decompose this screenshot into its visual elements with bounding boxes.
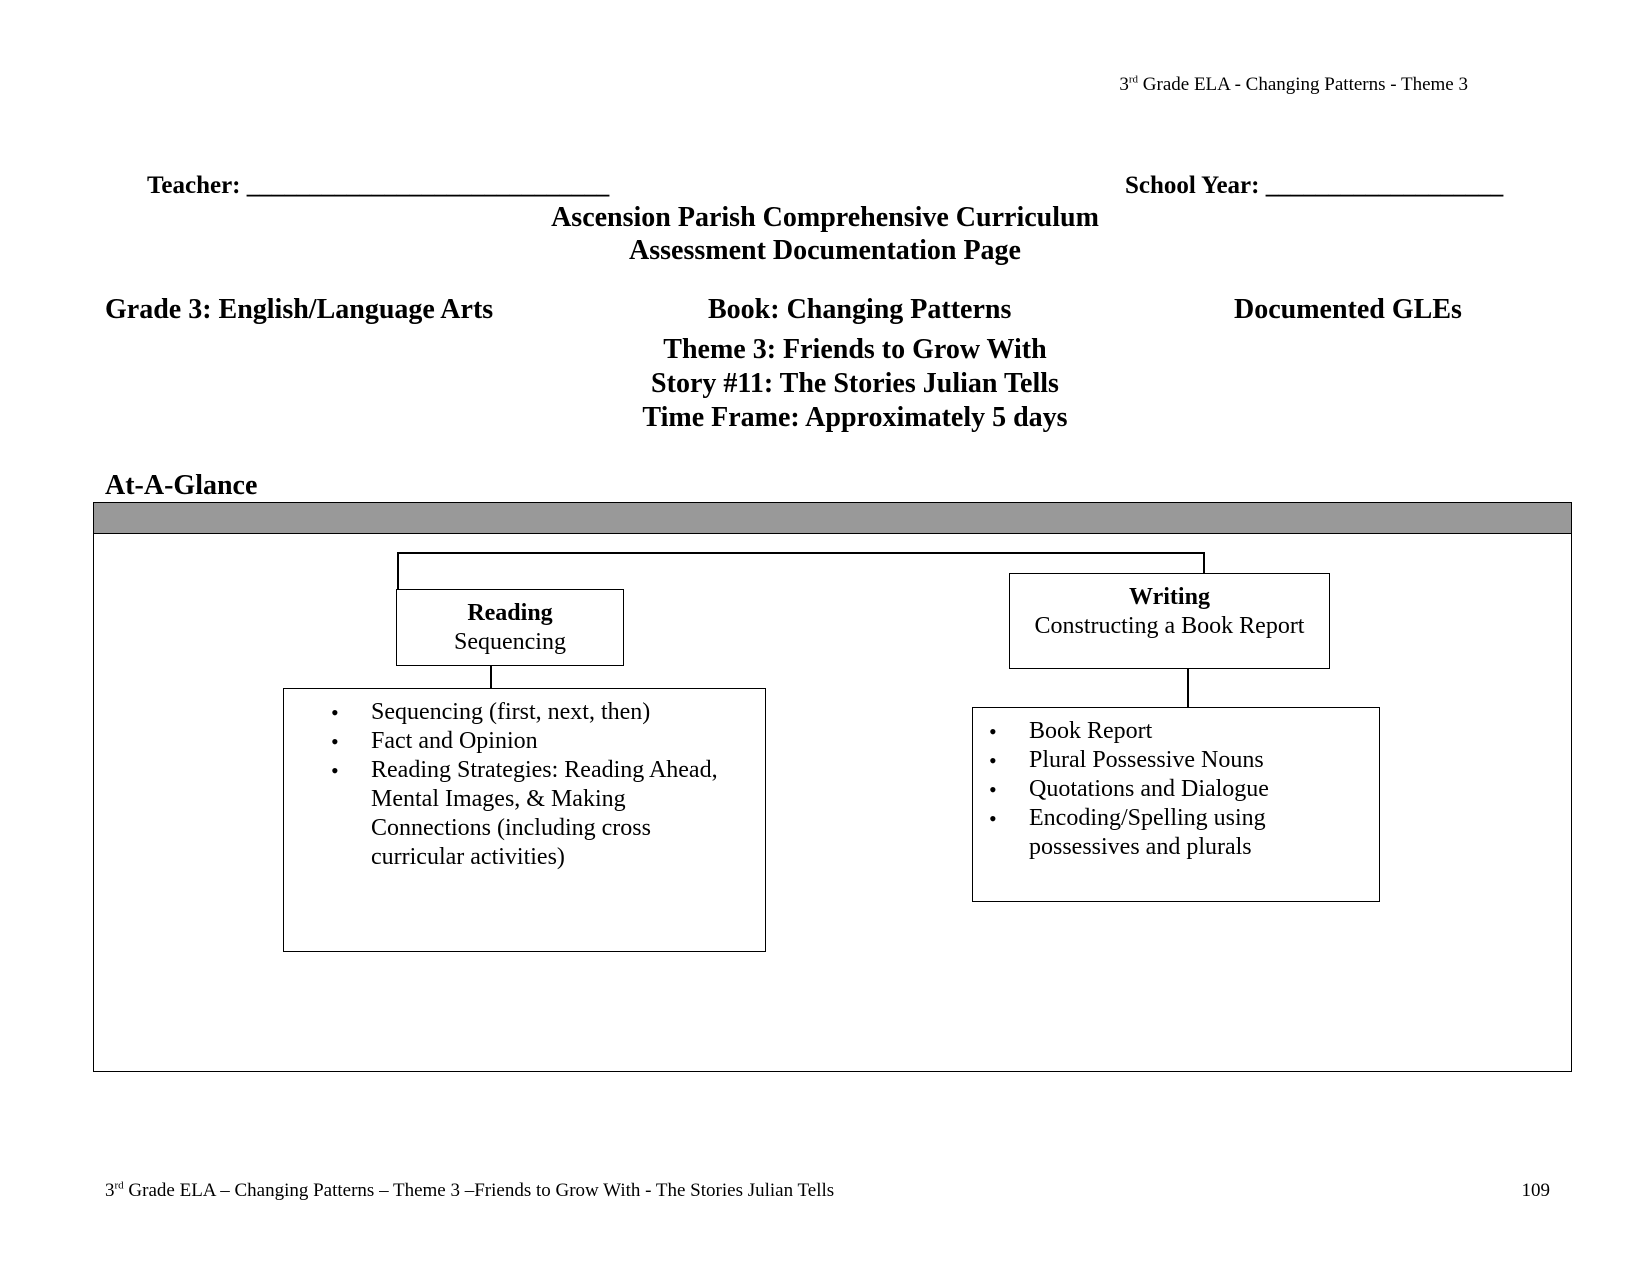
writing-skills-list [989,717,1359,862]
writing-skills-box [972,707,1380,902]
reading-skills-list [331,698,745,872]
list-item: • Fact and Opinion [331,727,745,756]
running-header-text: Grade ELA - Changing Patterns - Theme 3 [1138,74,1468,95]
running-header [1119,74,1468,96]
footer-description: Grade ELA – Changing Patterns – Theme 3 –Friends to Grow With - The Stories Julian Tells [123,1180,835,1201]
reading-subheading: Sequencing [454,629,566,655]
at-a-glance-header-bar [94,503,1571,534]
footer-grade-number: 3 [105,1180,115,1201]
connector-reading-to-list [490,665,492,689]
running-header-superscript: rd [1128,73,1139,86]
reading-box [396,589,624,666]
list-item: • Reading Strategies: Reading Ahead, Mental Images, & Making Connections (including cross curricular activities) [331,756,745,872]
writing-box [1009,573,1330,669]
list-item: • Sequencing (first, next, then) [331,698,745,727]
story-line: Story #11: The Stories Julian Tells [651,368,1059,399]
writing-subheading: Constructing a Book Report [1034,613,1305,639]
teacher-blank[interactable]: _____________________________ [246,172,610,199]
footer-text [105,1180,834,1202]
at-a-glance-panel [93,502,1572,1072]
connector-writing-to-list [1187,668,1189,708]
running-header-grade-number: 3 [1119,74,1129,95]
reading-skills-box [283,688,766,952]
teacher-field [147,172,609,200]
footer-superscript: rd [114,1179,124,1192]
at-a-glance-title: At-A-Glance [105,470,258,501]
school-year-label: School Year: [1125,172,1260,199]
document-subtitle: Assessment Documentation Page [629,235,1021,266]
list-item: • Plural Possessive Nouns [989,746,1359,775]
page-number: 109 [1521,1180,1550,1201]
theme-line: Theme 3: Friends to Grow With [663,334,1047,365]
list-item: • Quotations and Dialogue [989,775,1359,804]
grade-subject: Grade 3: English/Language Arts [105,294,494,325]
document-title: Ascension Parish Comprehensive Curriculum [551,202,1099,233]
connector-left-drop [397,552,399,590]
documented-gles-heading: Documented GLEs [1234,294,1462,325]
teacher-label: Teacher: [147,172,241,199]
connector-top [397,552,1205,554]
book-title: Book: Changing Patterns [708,294,1012,325]
school-year-field [1125,172,1503,200]
list-item: • Book Report [989,717,1359,746]
writing-heading: Writing [1129,584,1210,610]
reading-heading: Reading [467,600,553,626]
school-year-blank[interactable]: ___________________ [1265,172,1504,199]
list-item: • Encoding/Spelling using possessives and plurals [989,804,1359,862]
connector-right-drop [1203,552,1205,574]
time-frame-line: Time Frame: Approximately 5 days [642,402,1068,433]
